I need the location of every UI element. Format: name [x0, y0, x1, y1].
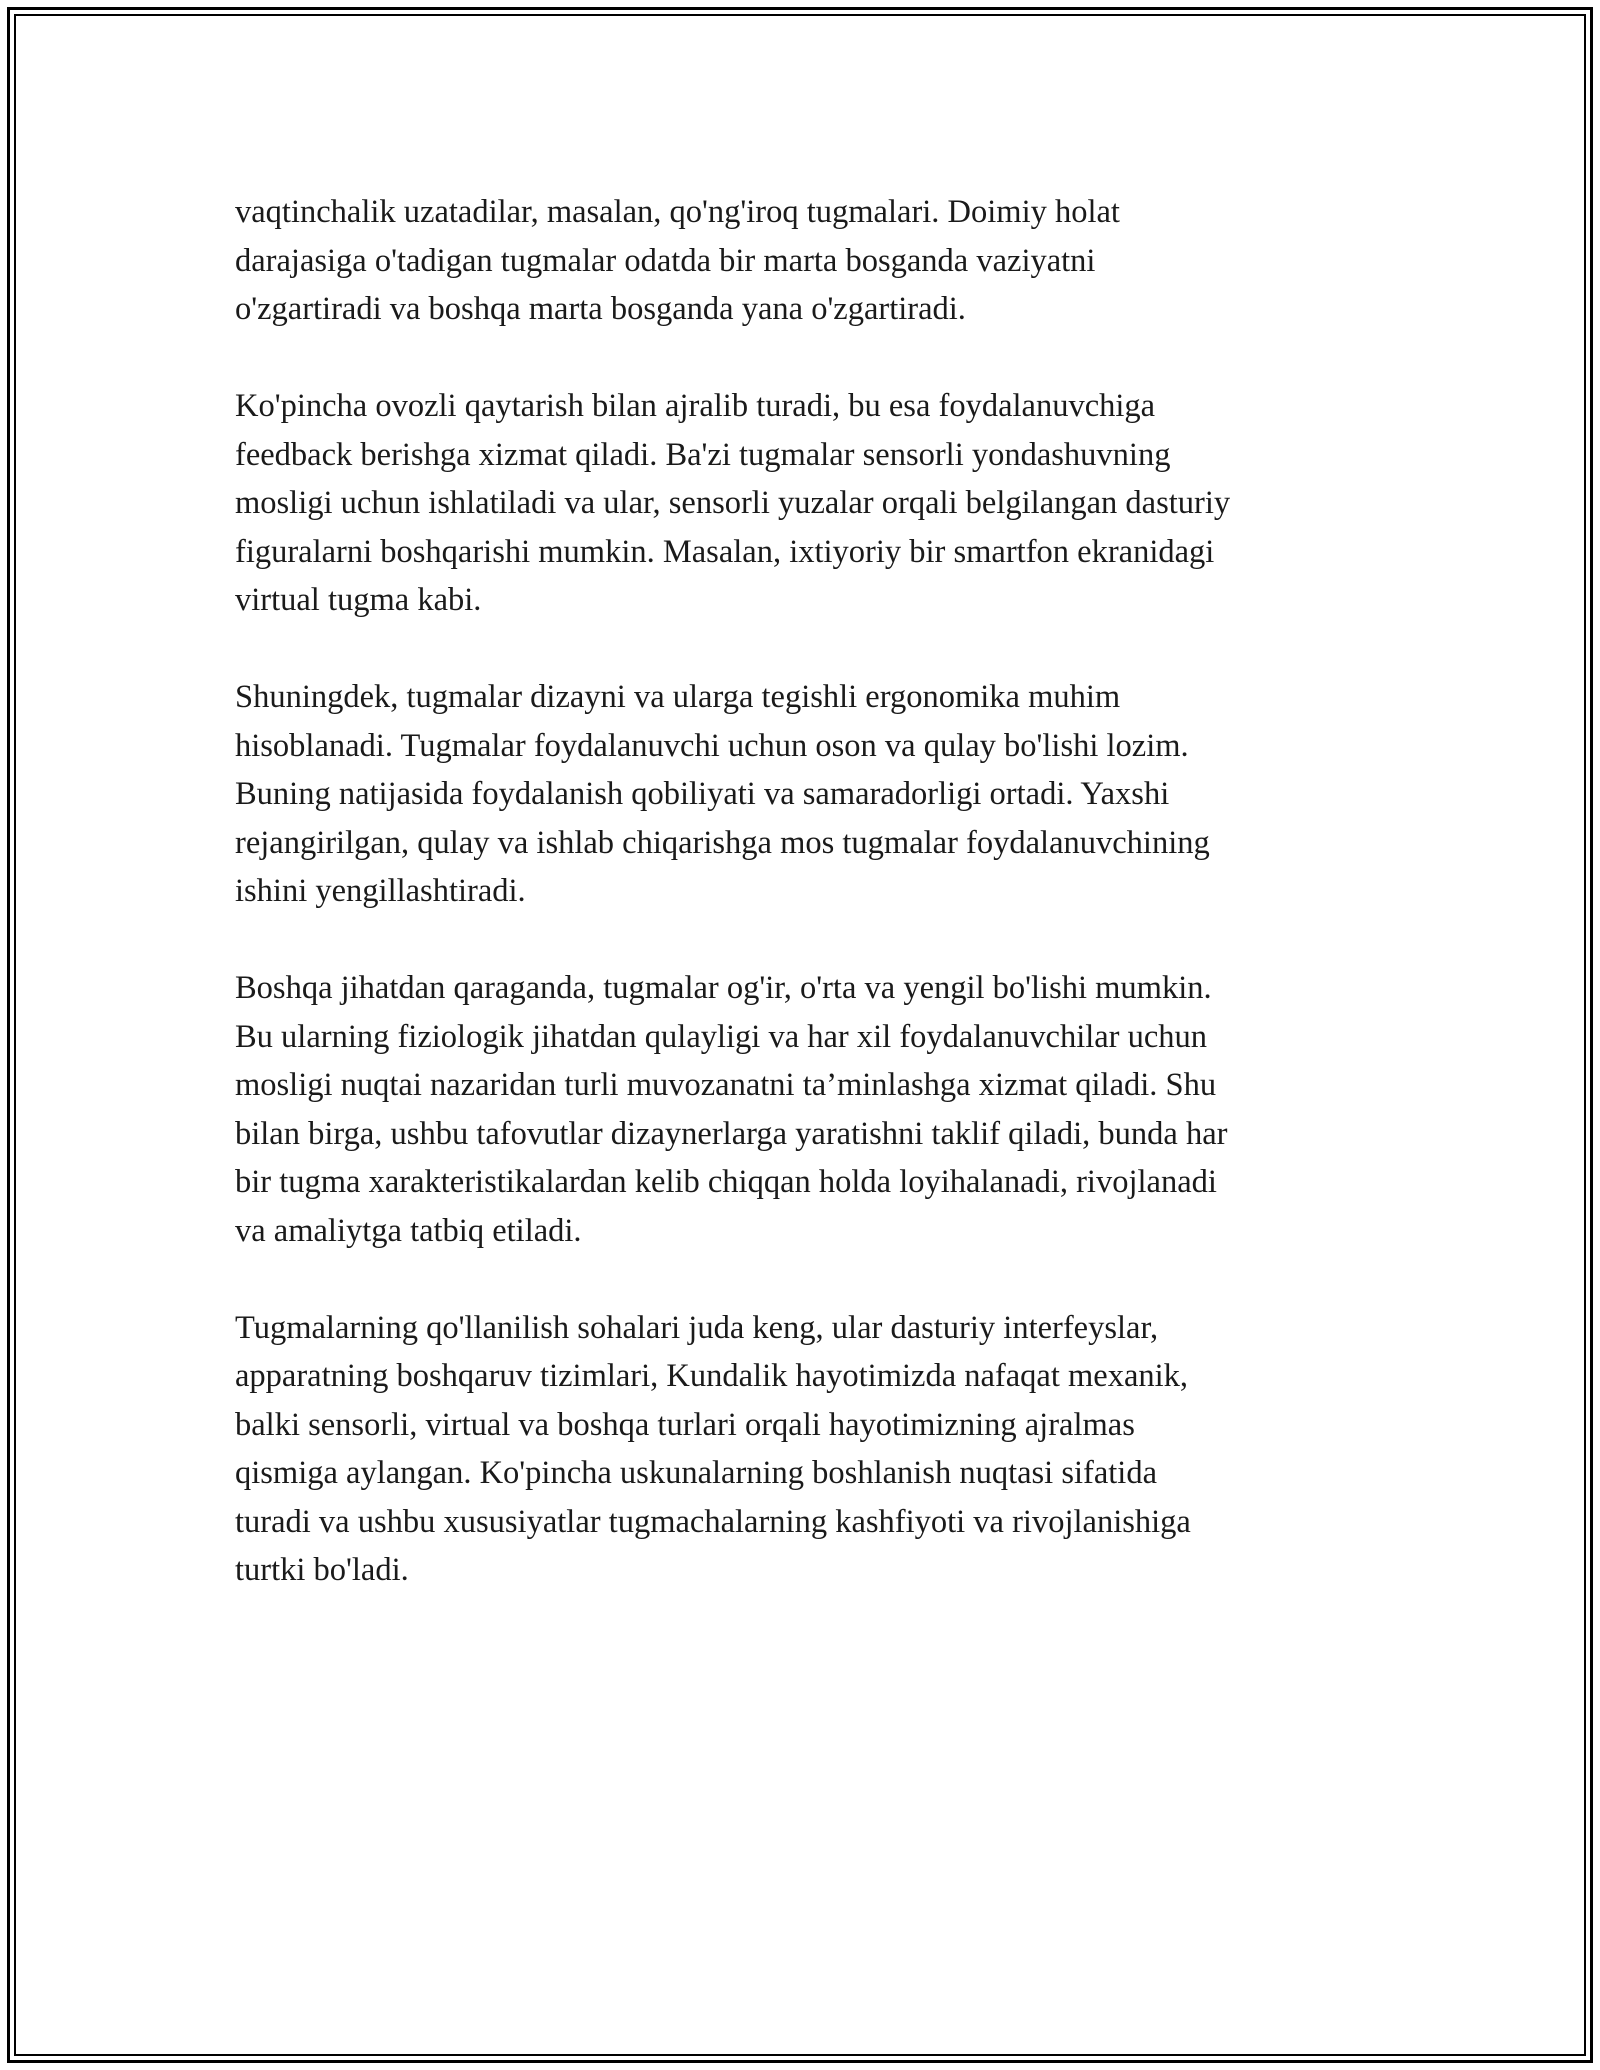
text-line: bir tugma xarakteristikalardan kelib chiqqan holda loyihalanadi, rivojlanadi [235, 1164, 1217, 1200]
text-line: Boshqa jihatdan qaraganda, tugmalar og'ir, o'rta va yengil bo'lishi mumkin. [235, 970, 1212, 1006]
text-line: bilan birga, ushbu tafovutlar dizaynerlarga yaratishni taklif qiladi, bunda har [235, 1115, 1228, 1152]
paragraph-4 [235, 964, 1415, 1255]
text-line: va amaliytga tatbiq etiladi. [235, 1212, 582, 1249]
text-line: mosligi uchun ishlatiladi va ular, sensorli yuzalar orqali belgilangan dasturiy [235, 485, 1231, 521]
text-line: figuralarni boshqarishi mumkin. Masalan, ixtiyoriy bir smartfon ekranidagi [235, 533, 1215, 570]
paragraph-1 [235, 188, 1415, 334]
text-line: balki sensorli, virtual va boshqa turlari orqali hayotimizning ajralmas [235, 1406, 1135, 1443]
text-line: o'zgartiradi va boshqa marta bosganda yana o'zgartiradi. [235, 291, 966, 327]
text-line: turtki bo'ladi. [235, 1552, 409, 1588]
text-line: Ko'pincha ovozli qaytarish bilan ajralib turadi, bu esa foydalanuvchiga [235, 388, 1156, 424]
text-line: vaqtinchalik uzatadilar, masalan, qo'ng'iroq tugmalari. Doimiy holat [235, 194, 1120, 230]
text-line: Tugmalarning qo'llanilish sohalari juda keng, ular dasturiy interfeyslar, [235, 1309, 1159, 1346]
text-line: feedback berishga xizmat qiladi. Ba'zi tugmalar sensorli yondashuvning [235, 436, 1171, 473]
text-line: rejangirilgan, qulay va ishlab chiqarishga mos tugmalar foydalanuvchining [235, 824, 1210, 861]
text-line: apparatning boshqaruv tizimlari, Kundalik hayotimizda nafaqat mexanik, [235, 1358, 1189, 1394]
document-body [235, 188, 1415, 1643]
text-line: virtual tugma kabi. [235, 582, 482, 618]
text-line: darajasiga o'tadigan tugmalar odatda bir marta bosganda vaziyatni [235, 242, 1096, 279]
text-line: ishini yengillashtiradi. [235, 873, 526, 909]
text-line: Shuningdek, tugmalar dizayni va ularga tegishli ergonomika muhim [235, 679, 1121, 715]
text-line: hisoblanadi. Tugmalar foydalanuvchi uchun oson va qulay bo'lishi lozim. [235, 727, 1189, 764]
paragraph-2 [235, 382, 1415, 625]
paragraph-3 [235, 673, 1415, 916]
text-line: turadi va ushbu xususiyatlar tugmachalarning kashfiyoti va rivojlanishiga [235, 1503, 1191, 1540]
text-line: Buning natijasida foydalanish qobiliyati va samaradorligi ortadi. Yaxshi [235, 776, 1170, 812]
paragraph-5 [235, 1304, 1415, 1595]
text-line: mosligi nuqtai nazaridan turli muvozanatni ta’minlashga xizmat qiladi. Shu [235, 1067, 1217, 1103]
text-line: Bu ularning fiziologik jihatdan qulayligi va har xil foydalanuvchilar uchun [235, 1018, 1208, 1055]
text-line: qismiga aylangan. Ko'pincha uskunalarning boshlanish nuqtasi sifatida [235, 1455, 1157, 1491]
